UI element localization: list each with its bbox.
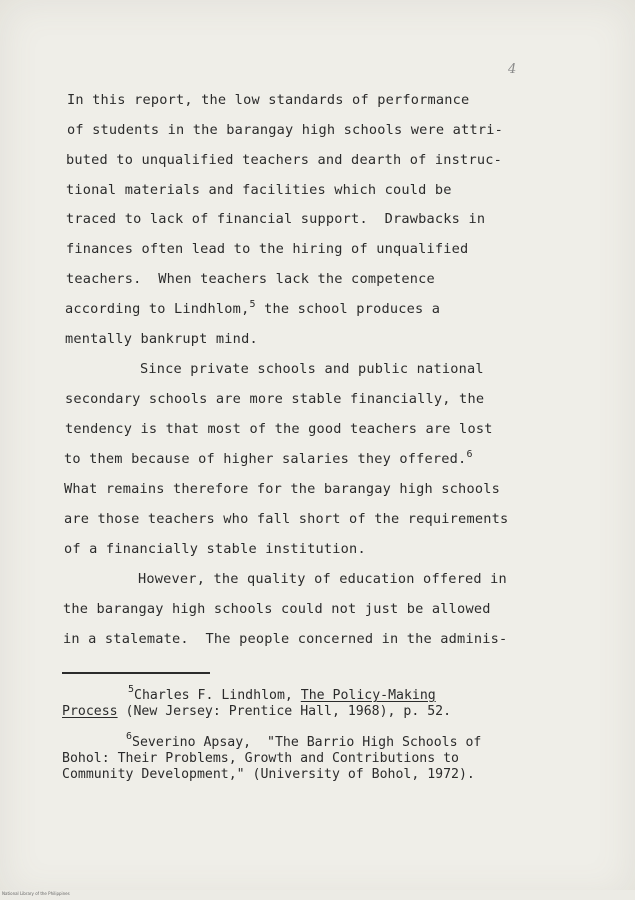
footer-text: National Library of the Philippines — [2, 891, 70, 896]
body-line: of students in the barangay high schools were attri- — [67, 122, 503, 138]
body-line: finances often lead to the hiring of unqualified — [66, 241, 469, 257]
body-line: However, the quality of education offered in — [138, 571, 507, 587]
footnote-6-line2: Bohol: Their Problems, Growth and Contributions to — [62, 751, 459, 766]
footnote-number: 6 — [126, 731, 133, 742]
body-line-tail: the school produces a — [255, 301, 441, 317]
footnote-rest: (New Jersey: Prentice Hall, 1968), p. 52. — [117, 704, 452, 719]
footnote-title: Process — [62, 704, 118, 719]
body-line-text: to them because of higher salaries they offered. — [64, 451, 467, 467]
body-line: tendency is that most of the good teachers are lost — [65, 421, 493, 437]
body-line: traced to lack of financial support. Drawbacks in — [66, 211, 486, 227]
body-line — [64, 451, 473, 467]
body-line: What remains therefore for the barangay high schools — [64, 481, 500, 497]
body-line: in a stalemate. The people concerned in the adminis- — [63, 631, 508, 647]
footnote-6-line1 — [126, 731, 482, 750]
footnote-ref: 5 — [249, 299, 256, 310]
body-line: buted to unqualified teachers and dearth of instruc- — [66, 152, 502, 168]
footnote-6-line3: Community Development," (University of Bohol, 1972). — [62, 767, 475, 782]
footnote-divider — [62, 672, 210, 674]
body-line: tional materials and facilities which could be — [66, 182, 452, 198]
body-line — [65, 301, 440, 317]
page-number: 4 — [508, 62, 517, 77]
footnote-5-line2 — [62, 704, 451, 719]
footnote-5-line1 — [128, 684, 436, 703]
body-line: In this report, the low standards of performance — [67, 92, 470, 108]
footnote-ref: 6 — [466, 449, 473, 460]
body-line: teachers. When teachers lack the competence — [66, 271, 435, 287]
body-line: the barangay high schools could not just be allowed — [63, 601, 491, 617]
footnote-text: Severino Apsay, "The Barrio High Schools of — [132, 735, 482, 750]
body-line: secondary schools are more stable financially, the — [65, 391, 485, 407]
body-line: Since private schools and public national — [140, 361, 484, 377]
body-line: are those teachers who fall short of the requirements — [64, 511, 509, 527]
body-line-text: according to Lindhlom, — [65, 301, 250, 317]
footnote-title: The Policy-Making — [300, 688, 436, 703]
footer-strip — [0, 890, 635, 900]
footnote-author: Charles F. Lindhlom, — [134, 688, 301, 703]
footnote-number: 5 — [128, 684, 135, 695]
body-line: of a financially stable institution. — [64, 541, 366, 557]
body-line: mentally bankrupt mind. — [65, 331, 258, 347]
